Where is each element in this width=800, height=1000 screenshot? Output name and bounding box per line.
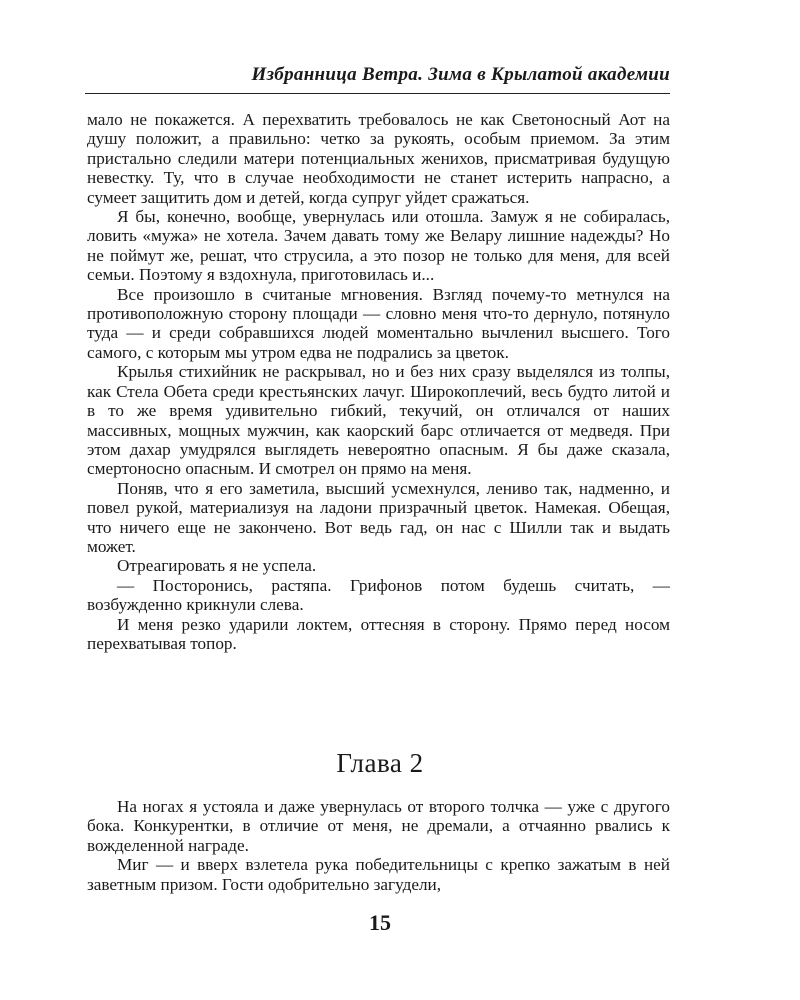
chapter-body-text bbox=[87, 797, 670, 894]
paragraph: И меня резко ударили локтем, оттесняя в сторону. Прямо перед носом перехватывая топор. bbox=[87, 614, 670, 653]
chapter-title: Глава 2 bbox=[336, 748, 424, 778]
paragraph: Поняв, что я его заметила, высший усмехнулся, лениво так, надменно, и повел рукой, материализуя на ладони призрачный цветок. Намекая. Обещая, что ничего еще не закончено. Вот ведь гад, он нас с Шилли так и выдать может. bbox=[87, 478, 670, 556]
paragraph: На ногах я устояла и даже увернулась от второго толчка — уже с другого бока. Конкурентки, в отличие от меня, не дремали, а отчаянно рвались к вожделенной награде. bbox=[87, 797, 670, 855]
running-title: Избранница Ветра. Зима в Крылатой академии bbox=[85, 64, 670, 94]
page-number: 15 bbox=[369, 910, 391, 935]
paragraph: Отреагировать я не успела. bbox=[117, 556, 317, 576]
paragraph: Крылья стихийник не раскрывал, но и без них сразу выделялся из толпы, как Стела Обета среди крестьянских лачуг. Широкоплечий, весь будто литой и в то же время удивительно гибкий, текучий, он отличался от наших массивных, мощных мужчин, как каорский барс отличается от медведя. При этом дахар умудрялся выглядеть невероятно опасным. Я бы даже сказала, смертоносно опасным. И смотрел он прямо на меня. bbox=[87, 362, 670, 479]
paragraph: Все произошло в считаные мгновения. Взгляд почему-то метнулся на противоположную сторону площади — словно меня что-то дернуло, потянуло туда — и среди собравшихся людей моментально вычленил высшего. Того самого, с которым мы утром едва не подрались за цветок. bbox=[87, 284, 670, 362]
body-text bbox=[87, 110, 670, 653]
paragraph: мало не покажется. А перехватить требовалось не как Светоносный Аот на душу положит, а правильно: четко за рукоять, особым приемом. За этим пристально следили матери потенциальных женихов, присматривая будущую невестку. Ту, что в случае необходимости не станет истерить напрасно, а сумеет защитить дом и детей, когда супруг уйдет сражаться. bbox=[87, 110, 670, 207]
paragraph: Миг — и вверх взлетела рука победительницы с крепко зажатым в ней заветным призом. Гости одобрительно загудели, bbox=[87, 855, 670, 894]
paragraph: — Посторонись, растяпа. Грифонов потом будешь считать, — возбужденно крикнули слева. bbox=[87, 575, 670, 615]
paragraph: Я бы, конечно, вообще, увернулась или отошла. Замуж я не собиралась, ловить «мужа» не хотела. Зачем давать тому же Велару лишние надежды? Но не поймут же, решат, что струсила, а это позор не только для меня, для всей семьи. Поэтому я вздохнула, приготовилась и... bbox=[87, 207, 670, 285]
